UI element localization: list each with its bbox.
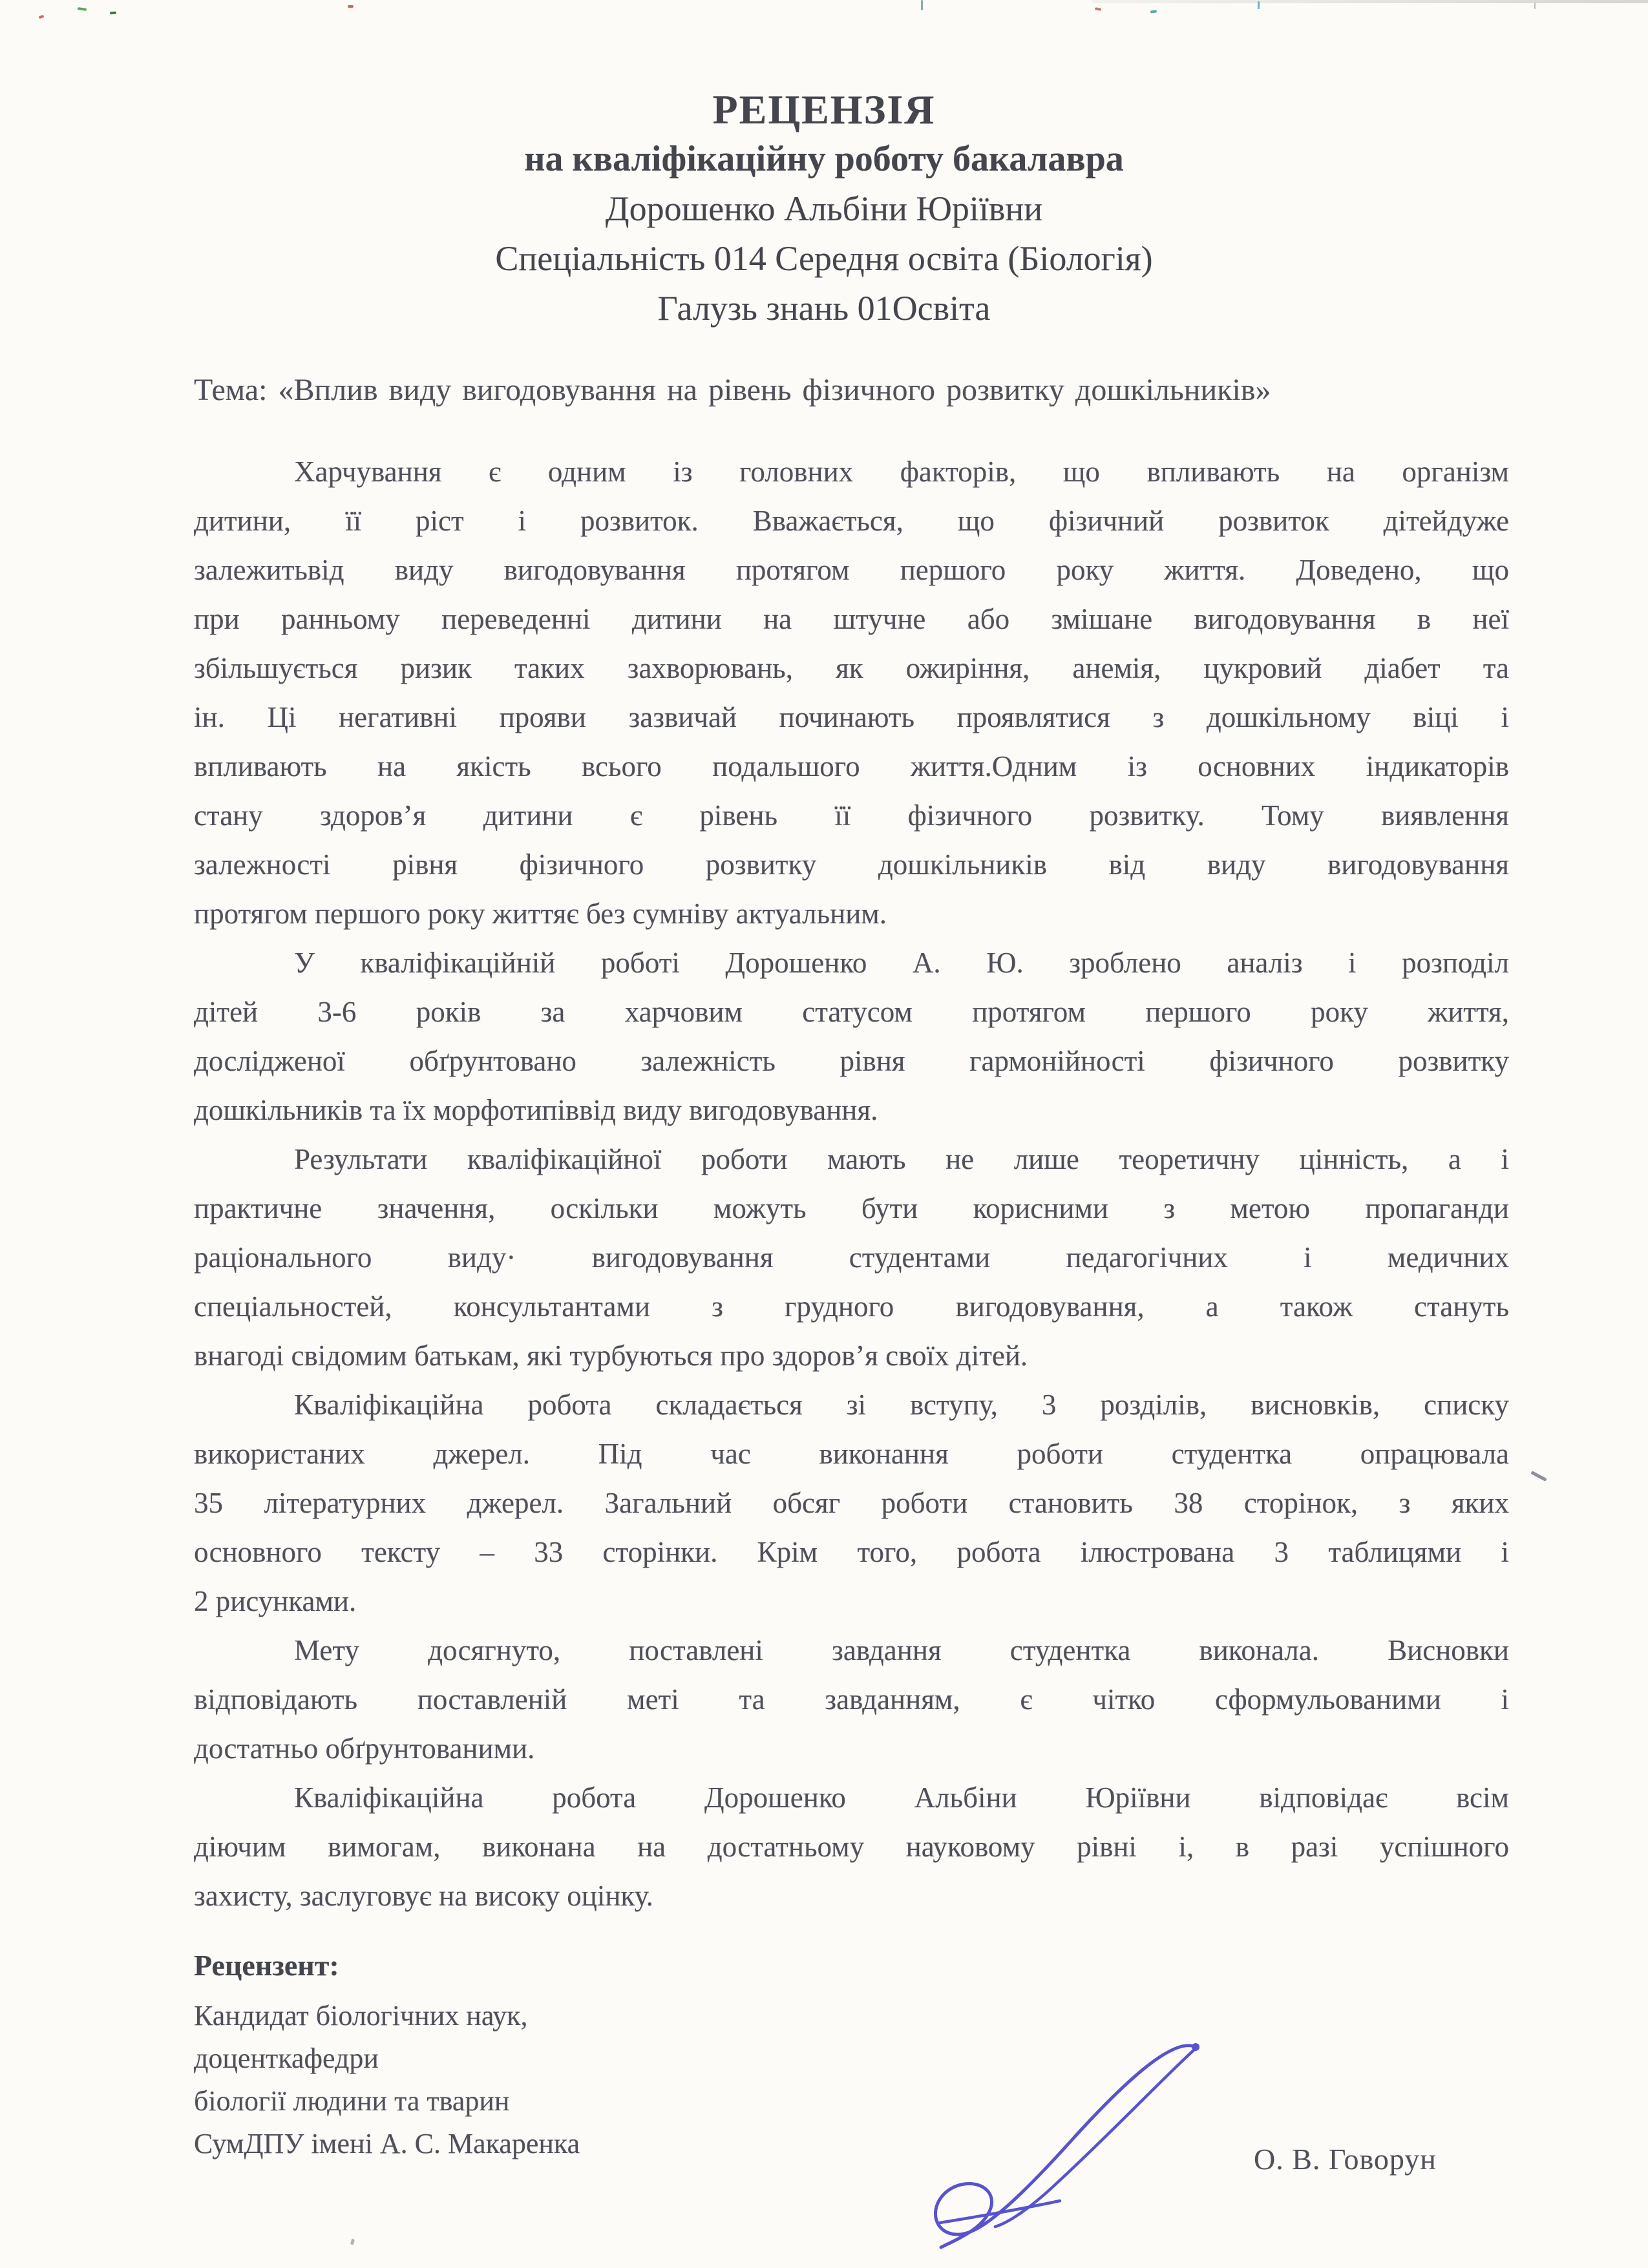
- scan-artifact: [110, 12, 116, 15]
- body-line: дітей 3-6 років за харчовим статусом протягом першого року життя,: [194, 996, 1509, 1028]
- scan-artifact: [348, 5, 354, 8]
- scan-artifact: [1530, 1471, 1547, 1482]
- body-line: 35 літературних джерел. Загальний обсяг роботи становить 38 сторінок, з яких: [194, 1487, 1509, 1519]
- body-line: Харчування є одним із головних факторів, що впливають на організм: [294, 456, 1509, 488]
- review-title: РЕЦЕНЗІЯ: [712, 87, 936, 132]
- body-line: У кваліфікаційній роботі Дорошенко А. Ю. зроблено аналіз і розподіл: [294, 947, 1509, 979]
- body-line: ін. Ці негативні прояви зазвичай починають проявлятися з дошкільному віці і: [194, 701, 1509, 733]
- scan-artifact: [1150, 10, 1157, 13]
- body-line: дослідженої обґрунтовано залежність рівня гармонійності фізичного розвитку: [194, 1045, 1509, 1077]
- scan-artifact: [1095, 7, 1102, 11]
- scan-artifact: [78, 7, 87, 11]
- review-heading-block: [0, 85, 1648, 333]
- field-of-knowledge-line: Галузь знань 01Освіта: [657, 289, 991, 328]
- reviewer-credentials: [194, 1995, 580, 2165]
- reviewer-name: О. В. Говорун: [1254, 2143, 1437, 2176]
- scan-artifact: [1258, 1, 1260, 9]
- body-line: відповідають поставленій меті та завданням, є чітко сформульованими і: [194, 1683, 1509, 1716]
- reviewer-credential-line: Кандидат біологічних наук,: [194, 2000, 528, 2032]
- reviewer-credential-line: доценткафедри: [194, 2042, 379, 2074]
- scan-artifact: [39, 15, 45, 19]
- body-line: впливають на якість всього подальшого життя.Одним із основних індикаторів: [194, 750, 1509, 782]
- reviewer-label: Рецензент:: [194, 1949, 339, 1982]
- body-text: [194, 447, 1509, 1920]
- reviewer-credential-line: СумДПУ імені А. С. Макаренка: [194, 2128, 580, 2159]
- body-line: Кваліфікаційна робота складається зі вступу, 3 розділів, висновків, списку: [294, 1389, 1509, 1421]
- body-line: протягом першого року життяє без сумніву актуальним.: [194, 898, 887, 930]
- review-subtitle: на кваліфікаційну роботу бакалавра: [524, 139, 1124, 179]
- body-line: практичне значення, оскільки можуть бути корисними з метою пропаганди: [194, 1192, 1509, 1224]
- specialty-line: Спеціальність 014 Середня освіта (Біологія): [495, 239, 1153, 278]
- signature-ink: [903, 2021, 1230, 2257]
- scan-artifact: [921, 0, 923, 10]
- body-line: дитини, її ріст і розвиток. Вважається, що фізичний розвиток дітейдуже: [194, 505, 1509, 537]
- body-line: внагоді свідомим батькам, які турбуються про здоров’я своїх дітей.: [194, 1339, 1028, 1372]
- scan-artifact: [1534, 3, 1536, 9]
- body-line: залежності рівня фізичного розвитку дошкільників від виду вигодовування: [194, 848, 1509, 881]
- body-line: Кваліфікаційна робота Дорошенко Альбіни Юріївни відповідає всім: [294, 1781, 1509, 1814]
- scanner-edge-smear: [1092, 0, 1648, 3]
- body-line: діючим вимогам, виконана на достатньому науковому рівні і, в разі успішного: [194, 1831, 1509, 1863]
- body-line: спеціальностей, консультантами з грудного вигодовування, а також стануть: [194, 1290, 1509, 1323]
- body-line: Результати кваліфікаційної роботи мають не лише теоретичну цінність, а і: [294, 1143, 1509, 1175]
- body-line: збільшується ризик таких захворювань, як ожиріння, анемія, цукровий діабет та: [194, 652, 1509, 684]
- body-line: стану здоров’я дитини є рівень її фізичного розвитку. Тому виявлення: [194, 799, 1509, 832]
- body-line: дошкільників та їх морфотипіввід виду вигодовування.: [194, 1094, 878, 1126]
- body-line: залежитьвід виду вигодовування протягом першого року життя. Доведено, що: [194, 554, 1509, 586]
- body-line: Мету досягнуто, поставлені завдання студентка виконала. Висновки: [294, 1634, 1509, 1666]
- scan-artifact: [350, 2239, 355, 2245]
- body-line: при ранньому переведенні дитини на штучне або змішане вигодовування в неї: [194, 603, 1509, 635]
- body-line: захисту, заслуговує на високу оцінку.: [194, 1880, 653, 1912]
- body-line: використаних джерел. Під час виконання роботи студентка опрацювала: [194, 1438, 1509, 1470]
- body-line: 2 рисунками.: [194, 1585, 357, 1617]
- reviewer-credential-line: біології людини та тварин: [194, 2085, 510, 2117]
- body-line: достатньо обґрунтованими.: [194, 1732, 535, 1765]
- author-name-line: Дорошенко Альбіни Юріївни: [605, 189, 1043, 228]
- topic-line: Тема: «Вплив виду вигодовування на рівень фізичного розвитку дошкільників»: [194, 373, 1271, 407]
- body-line: раціонального виду· вигодовування студентами педагогічних і медичних: [194, 1241, 1509, 1274]
- body-line: основного тексту – 33 сторінки. Крім того, робота ілюстрована 3 таблицями і: [194, 1536, 1509, 1568]
